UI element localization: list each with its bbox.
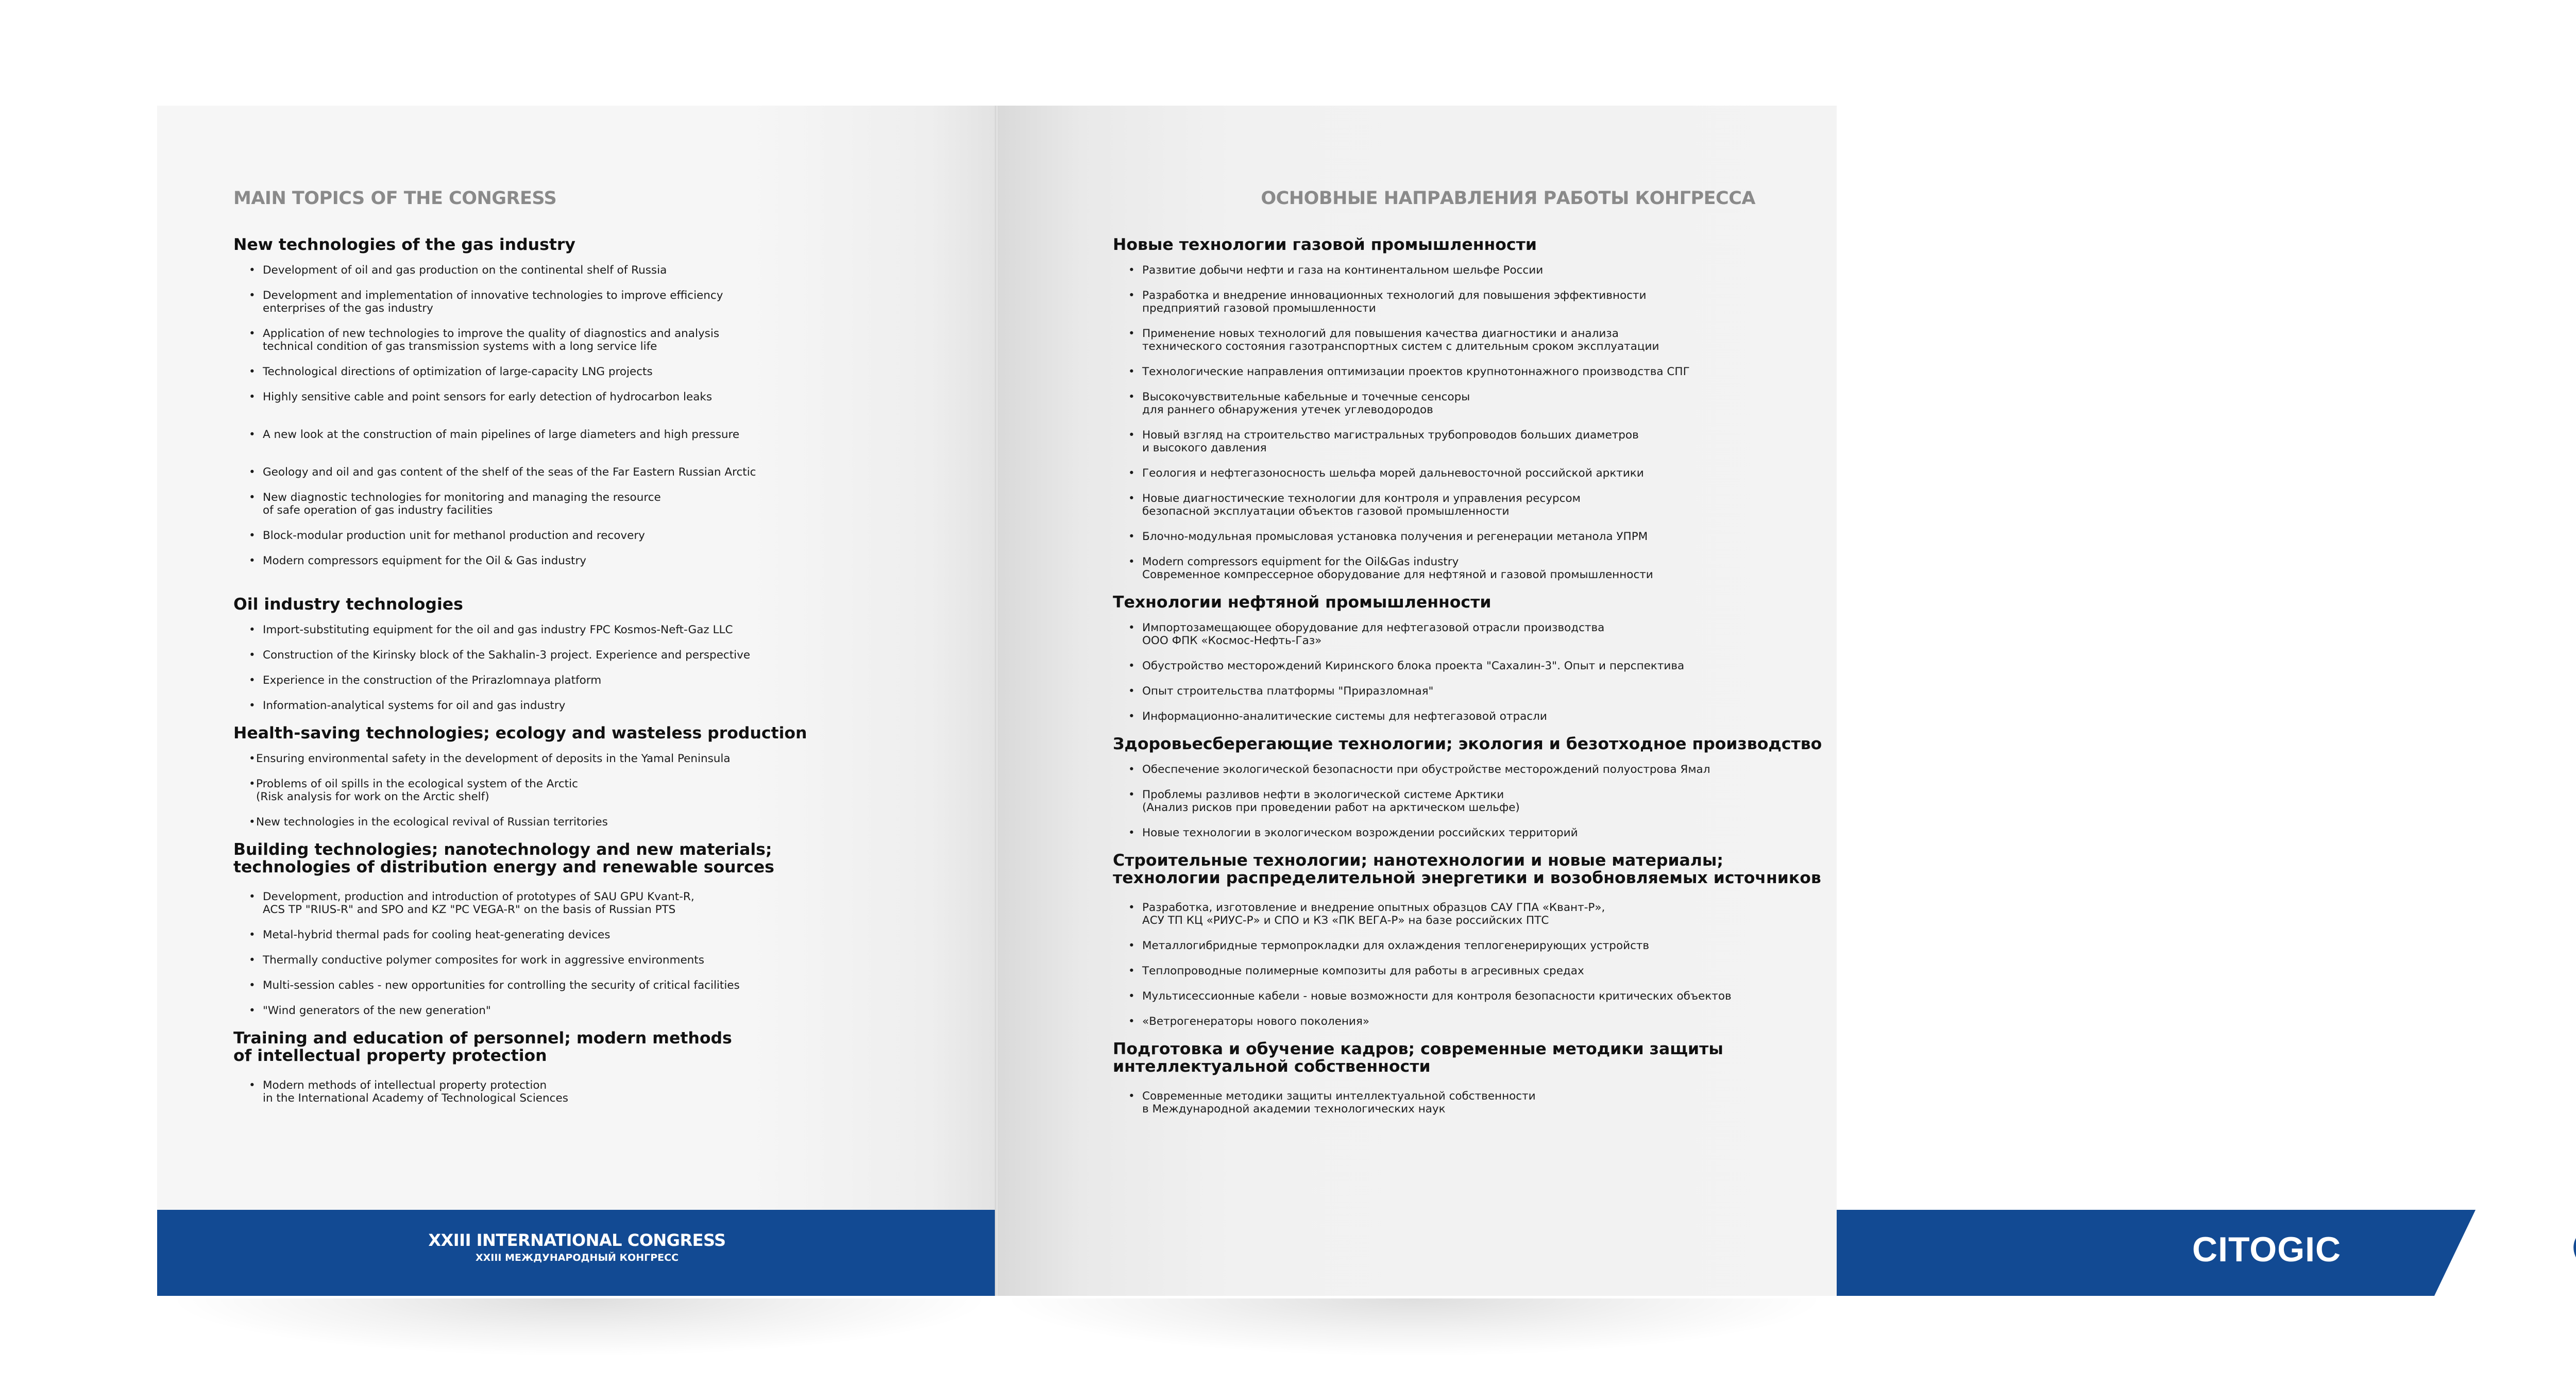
list-item: • Обустройство месторождений Киринского блока проекта "Сахалин-3". Опыт и перспектива	[1128, 660, 1844, 672]
bullet-list	[1113, 1090, 1844, 1116]
list-item: • Experience in the construction of the Prirazlomnaya platform	[249, 674, 965, 687]
topic-section	[1113, 1040, 1844, 1116]
topic-section	[233, 841, 965, 1017]
list-item: • «Ветрогенераторы нового поколения»	[1128, 1015, 1844, 1028]
topic-section	[233, 596, 965, 712]
bullet-list	[233, 752, 965, 829]
list-item: • Новые диагностические технологии для контроля и управления ресурсом безопасной эксплуатации объектов газовой промышленности	[1128, 492, 1844, 518]
list-item: • Modern compressors equipment for the Oil & Gas industry	[249, 554, 965, 567]
list-item: • New diagnostic technologies for monitoring and managing the resource of safe operation of gas industry facilities	[249, 491, 965, 517]
list-item: • Highly sensitive cable and point sensors for early detection of hydrocarbon leaks	[249, 391, 965, 403]
congress-title-ru: XXIII МЕЖДУНАРОДНЫЙ КОНГРЕСС	[475, 1252, 679, 1263]
list-item: • Modern methods of intellectual property protection in the International Academy of Technological Sciences	[249, 1079, 965, 1105]
list-item: • Теплопроводные полимерные композиты для работы в агресивных средах	[1128, 965, 1844, 977]
list-item: • New technologies in the ecological revival of Russian territories	[249, 816, 965, 829]
section-heading: Технологии нефтяной промышленности	[1113, 593, 1492, 612]
bullet-list	[1113, 901, 1844, 1028]
list-item: • Development, production and introduction of prototypes of SAU GPU Kvant-R, ACS TP "RIUS-R" and SPO and KZ "PC VEGA-R" on the basis of Russian PTS	[249, 890, 965, 916]
right-page-russian	[997, 106, 2342, 1296]
citogic-logo-icon	[2566, 1210, 2576, 1272]
section-heading: Новые технологии газовой промышленности	[1113, 235, 1537, 254]
bullet-list	[1113, 264, 1844, 581]
list-item: • Геология и нефтегазоносность шельфа морей дальневосточной российской арктики	[1128, 467, 1844, 480]
page-title-ru: ОСНОВНЫЕ НАПРАВЛЕНИЯ РАБОТЫ КОНГРЕССА	[1261, 188, 1755, 209]
list-item: • Geology and oil and gas content of the shelf of the seas of the Far Eastern Russian Arctic	[249, 466, 965, 479]
list-item: • "Wind generators of the new generation"	[249, 1004, 965, 1017]
list-item: • Развитие добычи нефти и газа на континентальном шельфе России	[1128, 264, 1844, 277]
list-item: • Новые технологии в экологическом возрождении российских территорий	[1128, 826, 1844, 839]
list-item: • Высокочувствительные кабельные и точечные сенсоры для раннего обнаружения утечек углеводородов	[1128, 391, 1844, 416]
section-heading: Подготовка и обучение кадров; современные методики защиты интеллектуальной собственности	[1113, 1040, 1723, 1076]
section-heading: Training and education of personnel; modern methods of intellectual property protection	[233, 1029, 732, 1065]
list-item: • Новый взгляд на строительство магистральных трубопроводов больших диаметров и высокого давления	[1128, 429, 1844, 454]
list-item: • Применение новых технологий для повышения качества диагностики и анализа технического состояния газотранспортных систем с длительным сроком эксплуатации	[1128, 327, 1844, 353]
topics-list-en	[233, 236, 965, 1117]
topic-section	[1113, 236, 1844, 581]
list-item: • Development of oil and gas production on the continental shelf of Russia	[249, 264, 965, 277]
list-item: • Технологические направления оптимизации проектов крупнотоннажного производства СПГ	[1128, 365, 1844, 378]
topic-section	[1113, 852, 1844, 1028]
topic-section	[233, 1029, 965, 1105]
bullet-list	[233, 1079, 965, 1105]
topics-list-ru	[1113, 236, 1844, 1128]
list-item: • Ensuring environmental safety in the development of deposits in the Yamal Peninsula	[249, 752, 965, 765]
topic-section	[233, 236, 965, 567]
list-item: • Technological directions of optimization of large-capacity LNG projects	[249, 365, 965, 378]
list-item: • Информационно-аналитические системы для нефтегазовой отрасли	[1128, 710, 1844, 723]
congress-title-en: XXIII INTERNATIONAL CONGRESS	[428, 1230, 726, 1250]
list-item: • Обеспечение экологической безопасности при обустройстве месторождений полуострова Ямал	[1128, 763, 1844, 776]
bullet-list	[1113, 621, 1844, 723]
section-heading: Health-saving technologies; ecology and wasteless production	[233, 724, 807, 742]
list-item: • Современные методики защиты интеллектуальной собственности в Международной академии технологических наук	[1128, 1090, 1844, 1116]
section-heading: New technologies of the gas industry	[233, 235, 575, 254]
list-item: • Construction of the Kirinsky block of the Sakhalin-3 project. Experience and perspective	[249, 649, 965, 662]
bullet-list	[233, 264, 965, 567]
list-item: • Thermally conductive polymer composites for work in aggressive environments	[249, 954, 965, 967]
footer-band-left	[157, 1210, 997, 1296]
section-heading: Building technologies; nanotechnology and new materials; technologies of distribution energy and renewable sources	[233, 840, 774, 876]
list-item: • Блочно-модульная промысловая установка получения и регенерации метанола УПРМ	[1128, 530, 1844, 543]
topic-section	[1113, 594, 1844, 723]
list-item: • Problems of oil spills in the ecological system of the Arctic (Risk analysis for work on the Arctic shelf)	[249, 778, 965, 803]
list-item: • A new look at the construction of main pipelines of large diameters and high pressure	[249, 428, 965, 441]
left-page-english	[157, 106, 997, 1296]
list-item: • Information-analytical systems for oil and gas industry	[249, 699, 965, 712]
list-item: • Опыт строительства платформы "Приразломная"	[1128, 685, 1844, 698]
section-heading: Здоровьесберегающие технологии; экология и безотходное производство	[1113, 735, 1822, 753]
list-item: • Multi-session cables - new opportunities for controlling the security of critical facilities	[249, 979, 965, 992]
list-item: • Разработка, изготовление и внедрение опытных образцов САУ ГПА «Квант-Р», АСУ ТП КЦ «РИУС-Р» и СПО и КЗ «ПК ВЕГА-Р» на базе российских ПТС	[1128, 901, 1844, 927]
topic-section	[233, 724, 965, 829]
list-item: • Block-modular production unit for methanol production and recovery	[249, 529, 965, 542]
page-shadow-right	[1012, 1298, 1816, 1355]
list-item: • Modern compressors equipment for the Oil&Gas industry Современное компрессерное оборудование для нефтяной и газовой промышленности	[1128, 555, 1844, 581]
list-item: • Проблемы разливов нефти в экологической системе Арктики (Анализ рисков при проведении работ на арктическом шельфе)	[1128, 788, 1844, 814]
list-item: • Import-substituting equipment for the oil and gas industry FPC Kosmos-Neft-Gaz LLC	[249, 623, 965, 636]
list-item: • Импортозамещающее оборудование для нефтегазовой отрасли производства ООО ФПК «Космос-Нефть-Газ»	[1128, 621, 1844, 647]
list-item: • Application of new technologies to improve the quality of diagnostics and analysis technical condition of gas transmission systems with a long service life	[249, 327, 965, 353]
list-item: • Metal-hybrid thermal pads for cooling heat-generating devices	[249, 928, 965, 941]
list-item: • Металлогибридные термопрокладки для охлаждения теплогенерирующих устройств	[1128, 939, 1844, 952]
list-item: • Мультисессионные кабели - новые возможности для контроля безопасности критических объектов	[1128, 990, 1844, 1003]
footer-band-right	[1837, 1210, 2576, 1296]
page-gutter	[995, 106, 999, 1296]
list-item: • Development and implementation of innovative technologies to improve efficiency enterprises of the gas industry	[249, 289, 965, 315]
bullet-list	[233, 623, 965, 712]
brand-wordmark: CITOGIC	[2192, 1230, 2342, 1269]
section-heading: Oil industry technologies	[233, 595, 463, 614]
page-title-en: MAIN TOPICS OF THE CONGRESS	[233, 188, 557, 209]
list-item: • Разработка и внедрение инновационных технологий для повышения эффективности предприятий газовой промышленности	[1128, 289, 1844, 315]
page-shadow-left	[178, 1298, 981, 1355]
brochure-spread	[157, 106, 2342, 1296]
section-heading: Строительные технологии; нанотехнологии и новые материалы; технологии распределительной энергетики и возобновляемых источников	[1113, 851, 1821, 887]
topic-section	[1113, 735, 1844, 839]
bullet-list	[1113, 763, 1844, 839]
bullet-list	[233, 890, 965, 1017]
